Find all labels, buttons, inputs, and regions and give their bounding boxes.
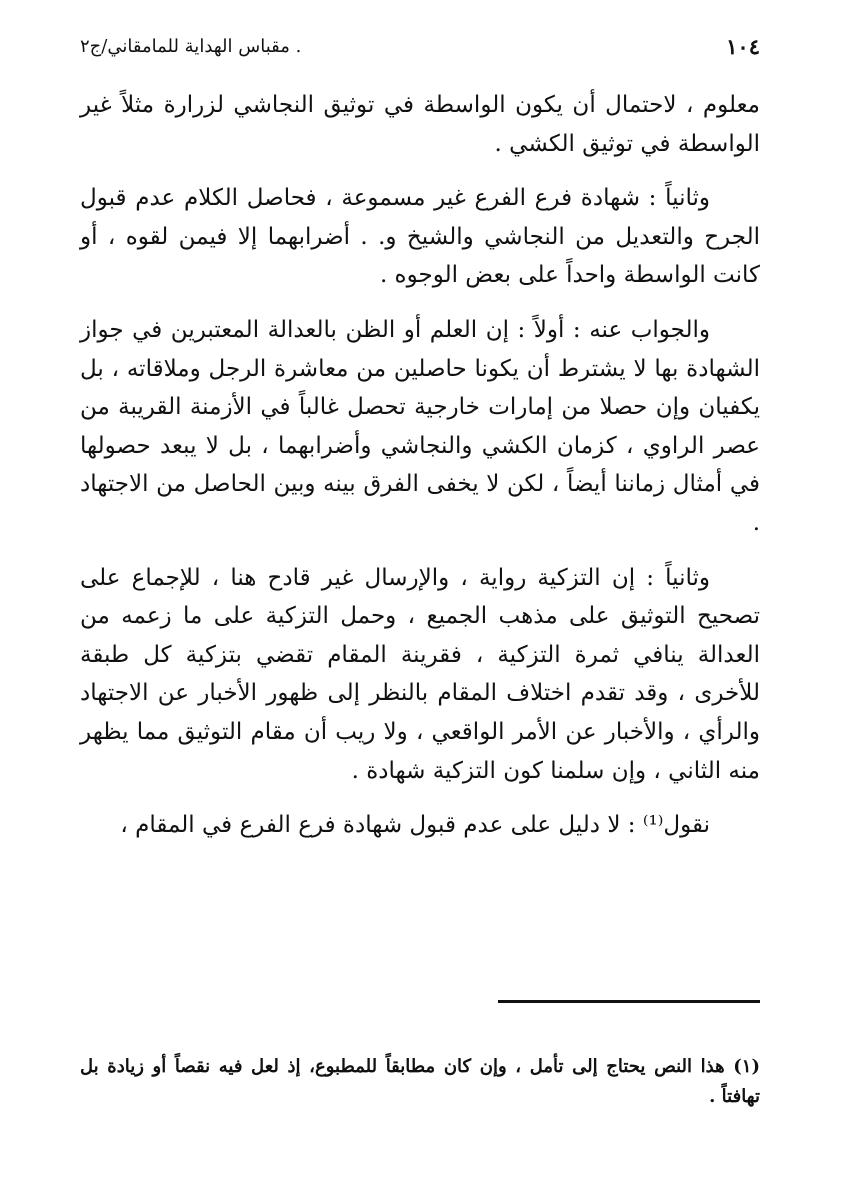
paragraph: معلوم ، لاحتمال أن يكون الواسطة في توثيق النجاشي لزرارة مثلاً غير الواسطة في توثيق الكشي . xyxy=(80,92,760,157)
running-title: . مقباس الهداية للمامقاني/ج٢ xyxy=(80,35,302,57)
page-header xyxy=(80,30,760,62)
paragraph: نقول⁽¹⁾ : لا دليل على عدم قبول شهادة فرع الفرع في المقام ، xyxy=(120,812,710,839)
main-text xyxy=(80,86,760,861)
footnote xyxy=(80,1052,760,1112)
paragraph: والجواب عنه : أولاً : إن العلم أو الظن بالعدالة المعتبرين في جواز الشهادة بها لا يشترط أن يكونا حاصلين من معاشرة الرجل وملاقاته ، بل يكفيان وإن حصلا من إمارات خارجية تحصل غالباً في الأزمنة القريبة من عصر الراوي ، كزمان الكشي والنجاشي وأضرابهما ، بل لا يبعد حصولها في أمثال زماننا أيضاً ، لكن لا يخفى الفرق بينه وبين الحاصل من الاجتهاد . xyxy=(80,316,760,536)
page-number: ١٠٤ xyxy=(726,33,760,59)
footnote-text: (١) هذا النص يحتاج إلى تأمل ، وإن كان مطابقاً للمطبوع، إذ لعل فيه نقصاً أو زيادة بل تهافتاً . xyxy=(80,1056,760,1107)
paragraph: وثانياً : إن التزكية رواية ، والإرسال غير قادح هنا ، للإجماع على تصحيح التوثيق على مذهب الجميع ، وحمل التزكية على ما زعمه من العدالة ينافي ثمرة التزكية ، فقرينة المقام تقضي بتزكية كل طبقة للأخرى ، وقد تقدم اختلاف المقام بالنظر إلى ظهور الأخبار عن الاجتهاد والرأي ، والأخبار عن الأمر الواقعي ، ولا ريب أن مقام التوثيق مما يظهر منه الثاني ، وإن سلمنا كون التزكية شهادة . xyxy=(80,564,760,784)
paragraph: وثانياً : شهادة فرع الفرع غير مسموعة ، فحاصل الكلام عدم قبول الجرح والتعديل من النجاشي والشيخ و. . أضرابهما إلا فيمن لقوه ، أو كانت الواسطة واحداً على بعض الوجوه . xyxy=(80,185,760,289)
footnote-divider xyxy=(498,1000,760,1003)
